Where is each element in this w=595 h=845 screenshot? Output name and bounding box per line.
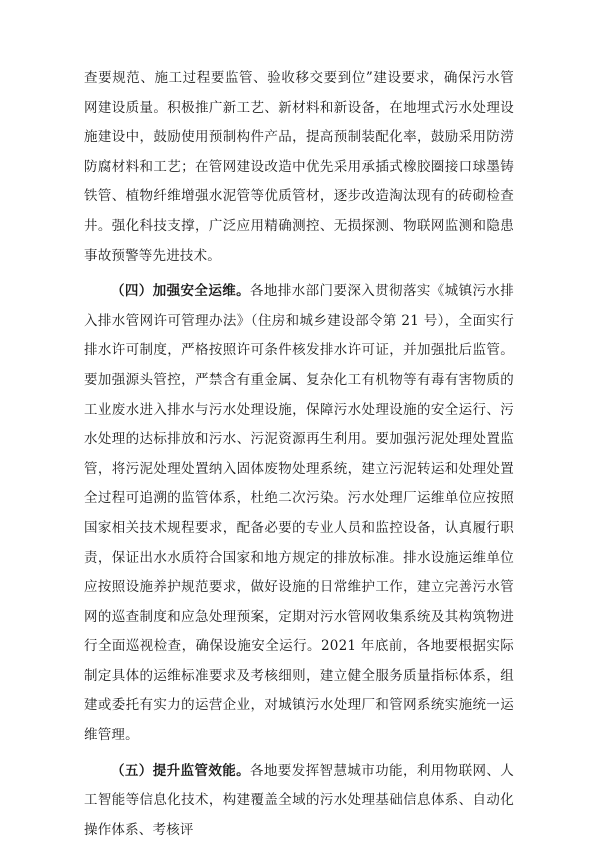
paragraph-text: 查要规范、施工过程要监管、验收移交要到位”建设要求，确保污水管网建设质量。积极推广新工艺、新材料和新设备，在地埋式污水处理设施建设中，鼓励使用预制构件产品，提高预制装配化率，鼓励采用防涝防腐材料和工艺；在管网建设改造中优先采用承插式橡胶圈接口球墨铸铁管、植物纤维增强水泥管等优质管材，逐步改造淘汰现有的砖砌检查井。强化科技支撑，广泛应用精确测控、无损探测、物联网监测和隐患事故预警等先进技术。 — [84, 70, 514, 264]
paragraph-section-4 — [84, 277, 514, 751]
paragraph-section-5 — [84, 757, 514, 845]
paragraph-text: 各地排水部门要深入贯彻落实《城镇污水排入排水管网许可管理办法》（住房和城乡建设部令第 21 号），全面实行排水许可制度，严格按照许可条件核发排水许可证，并加强批后监管。要加强源头管控，严禁含有重金属、复杂化工有机物等有毒有害物质的工业废水进入排水与污水处理设施，保障污水处理设施的安全运行、污水处理的达标排放和污水、污泥资源再生利用。要加强污泥处理处置监管，将污泥处理处置纳入固体废物处理系统，建立污泥转运和处理处置全过程可追溯的监管体系，杜绝二次污染。污水处理厂运维单位应按照国家相关技术规程要求，配备必要的专业人员和监控设备，认真履行职责，保证出水水质符合国家和地方规定的排放标准。排水设施运维单位应按照设施养护规范要求，做好设施的日常维护工作，建立完善污水管网的巡查制度和应急处理预案，定期对污水管网收集系统及其构筑物进行全面巡视检查，确保设施安全运行。2021 年底前，各地要根据实际制定具体的运维标准要求及考核细则，建立健全服务质量指标体系，组建或委托有实力的运营企业，对城镇污水处理厂和管网系统实施统一运维管理。 — [84, 283, 514, 744]
paragraph-text: 各地要发挥智慧城市功能，利用物联网、人工智能等信息化技术，构建覆盖全域的污水处理基础信息体系、自动化操作体系、考核评 — [84, 762, 514, 838]
document-page — [84, 64, 514, 845]
paragraph-continuation — [84, 64, 514, 271]
section-heading: （五）提升监管效能。 — [111, 762, 251, 779]
section-heading: （四）加强安全运维。 — [111, 283, 251, 300]
